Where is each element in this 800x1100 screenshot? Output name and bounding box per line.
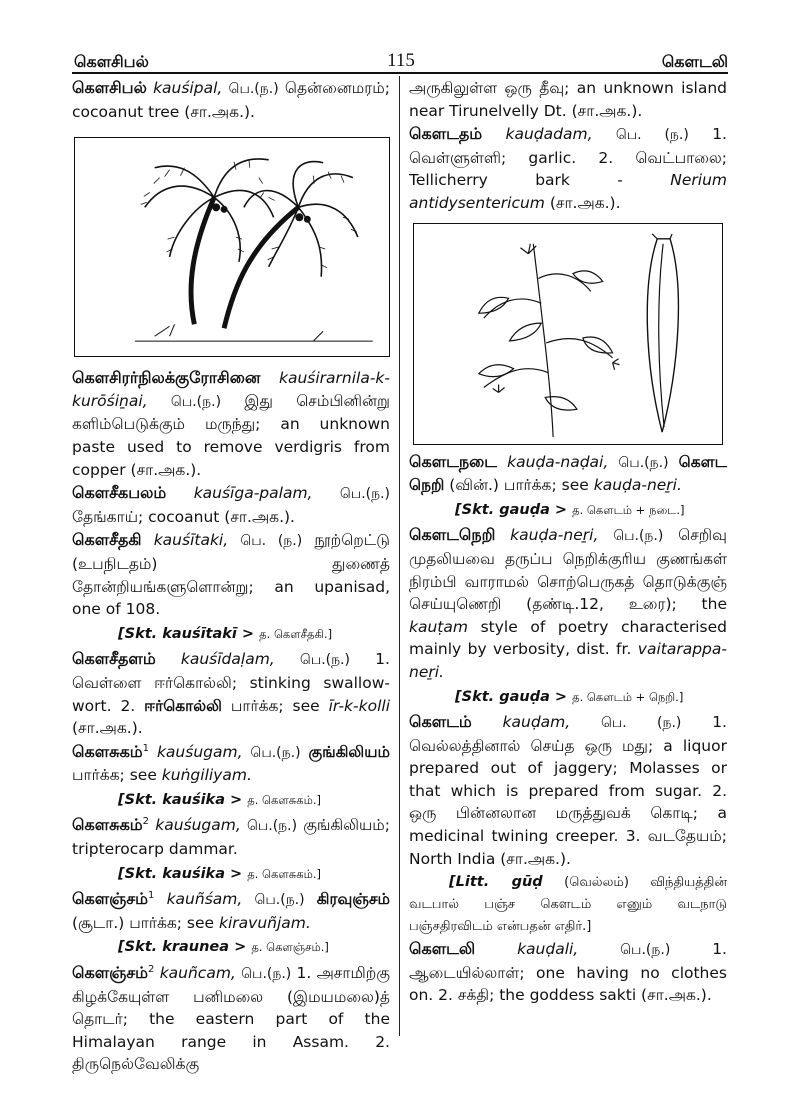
entry-kaudali <box>409 938 727 1007</box>
source-abbrev: (சா.அக.). <box>549 193 621 212</box>
headword: கௌசீதளம் <box>72 649 156 669</box>
definition: இது செம்பினின்று களிம்பெடுக்கும் மருந்து; an unknown paste used to remove verdigris from copper (சா.அக.). <box>72 391 390 479</box>
romanization: kauñcam, <box>159 964 236 983</box>
etymology <box>72 936 390 959</box>
romanization: kauśītaki, <box>153 531 229 550</box>
etymology-tamil: த. கௌசீதகி.] <box>259 626 333 641</box>
entry-kausitaki <box>72 529 390 620</box>
definition-see: பார்க்க; see <box>230 696 320 715</box>
etymology-source: [Skt. kraunea > <box>118 939 247 956</box>
definition: (வின்.) பார்க்க; see <box>449 476 589 495</box>
etymology <box>409 686 727 709</box>
grammar-label: பெ. (ந.) <box>240 533 303 550</box>
headword: கௌடதம் <box>409 124 483 144</box>
entry-kausipal <box>72 77 390 123</box>
coconut-tree-illustration <box>74 137 390 357</box>
headword: கௌசிபல் <box>72 78 147 97</box>
romanization: kauḍam, <box>502 713 571 732</box>
grammar-label: பெ.(ந.) <box>246 818 298 835</box>
grammar-label: பெ. (ந.) <box>600 715 682 732</box>
left-column <box>72 77 390 1077</box>
entry-kaudadam <box>409 123 727 214</box>
definition: நூற்றெட்டு (உபநிடதம்) துணைத் தோன்றியங்களுளொன்று; an upanisad, one of 108. <box>72 531 390 619</box>
etymology-source: [Skt. kauśika > <box>118 791 243 808</box>
entry-kausugam-1 <box>72 741 390 787</box>
etymology-note <box>409 871 727 938</box>
headword: கௌடம் <box>409 712 472 732</box>
etymology-tamil: த. கௌடம் + நடை.] <box>572 502 685 517</box>
definition: தென்னைமரம்; cocoanut tree (சா.அக.). <box>72 79 390 121</box>
etymology-tamil: த. கௌஞ்சம்.] <box>251 940 329 955</box>
romanization: kauśīdaḷam, <box>180 650 275 669</box>
see-term: kuṅgiliyam. <box>161 766 252 785</box>
cross-reference: கிரவுஞ்சம் <box>316 890 390 909</box>
headword: கௌசீகபலம் <box>72 483 167 503</box>
definition: 1. வெள்ளை ஈர்கொல்லி; stinking swallow-wort. 2. <box>72 650 390 715</box>
headword: கௌடநடை <box>409 451 497 471</box>
etymology-tamil: த. கௌசுகம்.] <box>247 792 321 807</box>
grammar-label: பெ.(ந.) <box>339 486 390 503</box>
italic-term: kauṭam <box>409 617 468 636</box>
etymology <box>72 863 390 886</box>
see-term: īr-k-kolli <box>328 696 390 715</box>
definition: 1. வெல்லத்தினால் செய்த ஒரு மது; a liquor prepared out of jaggery; Molasses or that which is prepared from sugar. 2. ஒரு பின்னலான மருத்துவக் கொடி; a medicinal twining creeper. 3. வடதேயம்; North India (சா.அக.). <box>409 713 727 868</box>
romanization: kauḍa-naḍai, <box>507 452 609 471</box>
cross-reference: குங்கிலியம் <box>308 742 390 761</box>
headword: கௌடலி <box>409 939 476 959</box>
grammar-label: பெ. (ந.) <box>615 127 689 144</box>
right-column <box>409 77 727 1008</box>
entry-kaunsam-1 <box>72 888 390 934</box>
etymology-tamil: த. கௌசுகம்.] <box>247 866 321 881</box>
romanization: kauśugam, <box>155 816 241 835</box>
entry-continuation <box>409 77 727 122</box>
etymology <box>409 499 727 522</box>
etymology <box>72 789 390 812</box>
entry-kausirarnilakkurosinai <box>72 367 390 481</box>
definition: (சூடா.) பார்க்க; see <box>72 913 215 932</box>
grammar-label: பெ.(ந.) <box>618 454 669 471</box>
headword: கௌசிரர்நிலக்குரோசினை <box>72 368 261 388</box>
homograph-number: 2 <box>142 816 150 828</box>
italic-term: vaitarappa-neṟi. <box>409 640 727 681</box>
definition: 1. அசாமிற்கு கிழக்கேயுள்ள பனிமலை (இமயமலை)த் தொடர்; the eastern part of the Himalayan range in Assam. 2. திருநெல்வேலிக்கு <box>72 964 390 1074</box>
entry-kaudam <box>409 711 727 870</box>
etymology-source: [Skt. kauśika > <box>118 865 243 882</box>
romanization: kauñśam, <box>166 890 243 909</box>
headword: கௌடநெறி <box>409 525 496 545</box>
cross-reference: ஈர்கொல்லி <box>144 696 222 715</box>
romanization: kauśīga-palam, <box>193 484 313 503</box>
romanization: kauśipal, <box>153 79 223 97</box>
grammar-label: பெ.(ந.) <box>241 966 292 983</box>
etymology-tamil: த. கௌடம் + நெறி.] <box>572 689 684 704</box>
cross-reference: கௌட நெறி <box>409 452 727 495</box>
grammar-label: பெ.(ந.) <box>250 744 301 761</box>
romanization: kauḍadam, <box>505 125 593 144</box>
homograph-number: 1 <box>148 890 155 902</box>
etymology-source: [Skt. gauḍa > <box>455 688 568 705</box>
source-abbrev: (சா.அக.). <box>72 719 143 738</box>
entry-kausidalam <box>72 648 390 739</box>
grammar-label: பெ.(ந.) <box>613 528 664 545</box>
headword: கௌஞ்சம் <box>72 889 149 909</box>
column-divider <box>399 76 400 1036</box>
etymology-source: [Skt. kauśītakī > <box>118 625 255 642</box>
see-term: kiravuñjam. <box>219 913 311 932</box>
headword: கௌஞ்சம் <box>72 963 149 983</box>
definition: செறிவு முதலியவை தருப்ப நெறிக்குரிய குணங்கள் நிரம்பி வாராமல் சொற்பெருகத் தொடுக்குஞ் செய்யுணெறி (தண்டி.12, உரை); the <box>409 526 727 614</box>
romanization: kauḍa-neṟi, <box>510 526 599 545</box>
grammar-label: பெ.(ந.) <box>254 892 305 909</box>
definition: குங்கிலியம்; tripterocarp dammar. <box>72 816 390 859</box>
homograph-number: 1 <box>142 742 150 754</box>
palm-tree-icon <box>75 138 389 356</box>
entry-kausigapalam <box>72 482 390 528</box>
header-rule <box>72 72 728 74</box>
etymology-source: [Skt. gauḍa > <box>455 501 568 518</box>
note-source: [Litt. gūḍ <box>449 874 543 891</box>
definition: தேங்காய்; cocoanut (சா.அக.). <box>72 507 295 526</box>
headword: கௌசீதகி <box>72 530 142 550</box>
grammar-label: பெ.(ந.) <box>170 393 222 410</box>
definition: 1. ஆடையில்லாள்; one having no clothes on. 2. சக்தி; the goddess sakti (சா.அக.). <box>409 940 727 1005</box>
romanization: kauḍali, <box>517 940 579 959</box>
entry-kaudanadai <box>409 451 727 497</box>
right-guide-word: கௌடலி <box>661 52 728 71</box>
entry-kauncam-2 <box>72 962 390 1076</box>
note-text: (வெல்லம்) விந்தியத்தின் வடபால் பஞ்ச கௌடம் எனும் வடநாடு பஞ்சதிரவிடம் என்பதன் எதிர்.] <box>409 875 727 935</box>
romanization: kauśugam, <box>156 742 243 761</box>
definition: அருகிலுள்ள ஒரு தீவு; an unknown island near Tirunelvelly Dt. (சா.அக.). <box>409 79 727 120</box>
grammar-label: பெ.(ந.) <box>228 81 279 97</box>
entry-kausugam-2 <box>72 814 390 860</box>
headword: கௌசுகம் <box>72 741 143 761</box>
plant-pod-icon <box>414 224 722 444</box>
etymology <box>72 623 390 646</box>
plant-illustration <box>413 223 723 445</box>
headword: கௌசுகம் <box>72 815 143 835</box>
definition-continued: style of poetry characterised mainly by verbosity, dist. fr. <box>409 617 727 659</box>
left-guide-word: கௌசிபல் <box>74 52 149 71</box>
botanical-name: Nerium antidysentericum <box>409 171 727 212</box>
see-term: kauḍa-neṟi. <box>593 476 682 495</box>
definition: பார்க்க; see <box>72 766 157 785</box>
definition: 1. வெள்ளுள்ளி; garlic. 2. வெட்பாலை; Tellicherry bark - <box>409 125 727 190</box>
homograph-number: 2 <box>148 963 155 975</box>
romanization: kauśirarnila-k-kurōśiṉai, <box>72 369 390 410</box>
grammar-label: பெ.(ந.) <box>299 652 351 669</box>
grammar-label: பெ.(ந.) <box>620 942 671 959</box>
page-number: 115 <box>387 50 415 71</box>
entry-kaudaneri <box>409 524 727 683</box>
